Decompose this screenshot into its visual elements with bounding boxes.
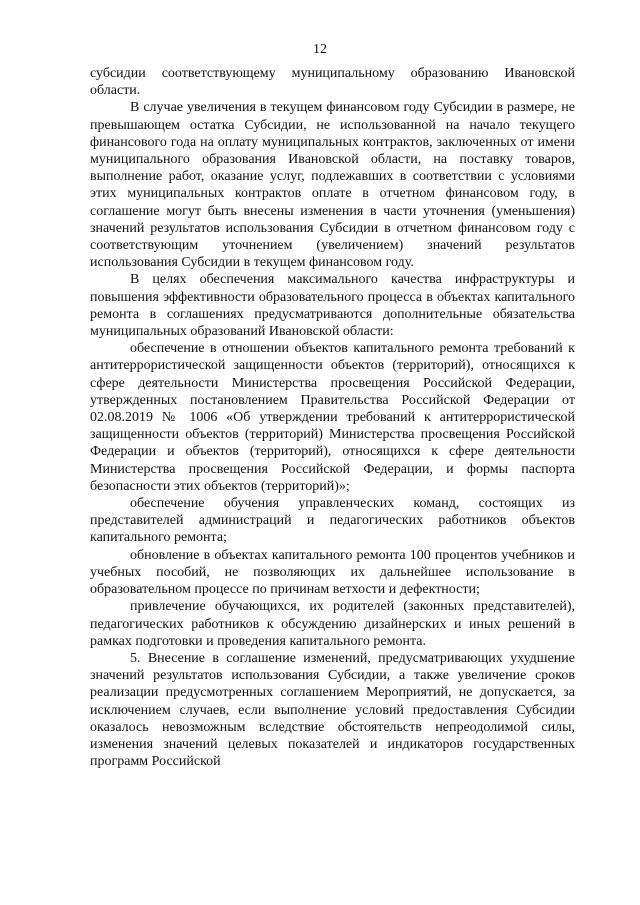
list-item-antiterrorism: обеспечение в отношении объектов капитального ремонта требований к антитеррористической защищенности объектов (территорий), относящихся к сфере деятельности Министерства просвещения Российской Федерации, утвержденных постановлением Правительства Российской Федерации от 02.08.2019 № 1006 «Об утверждении требований к антитеррористической защищенности объектов (территорий) Министерства просвещения Российской Федерации и объектов (территорий), относящихся к сфере деятельности Министерства просвещения Российской Федерации, и формы паспорта безопасности этих объектов (территорий)»;	[90, 341, 575, 494]
paragraph-continuation: субсидии соответствующему муниципальному образованию Ивановской области.	[90, 66, 575, 99]
list-item-training: обеспечение обучения управленческих команд, состоящих из представителей администраций и педагогических работников объектов капитального ремонта;	[90, 496, 575, 546]
page-number: 12	[313, 42, 327, 57]
list-item-textbooks: обновление в объектах капитального ремонта 100 процентов учебников и учебных пособий, не позволяющих их дальнейшее использование в образовательном процессе по причинам ветхости и дефектности;	[90, 547, 575, 598]
paragraph-additional-obligations: В целях обеспечения максимального качества инфраструктуры и повышения эффективности образовательного процесса в объектах капитального ремонта в соглашениях предусматриваются дополнительные обязательства муниципальных образований Ивановской области:	[90, 272, 575, 340]
list-item-engagement: привлечение обучающихся, их родителей (законных представителей), педагогических работников к обсуждению дизайнерских и иных решений в рамках подготовки и проведения капитального ремонта.	[90, 599, 575, 649]
paragraph-subsidy-increase: В случае увеличения в текущем финансовом году Субсидии в размере, не превышающем остатка Субсидии, не использованной на начало текущего финансового года на оплату муниципальных контрактов, заключенных от имени муниципального образования Ивановской области, на поставку товаров, выполнение работ, оказание услуг, подлежавших в соответствии с условиями этих муниципальных контрактов оплате в отчетном финансовом году, в соглашение могут быть внесены изменения в части уточнения (уменьшения) значений результатов использования Субсидии в отчетном финансовом году с соответствующим уточнением (увеличением) значений результатов использования Субсидии в текущем финансовом году.	[90, 100, 575, 271]
paragraph-point-5: 5. Внесение в соглашение изменений, предусматривающих ухудшение значений результатов использования Субсидии, а также увеличение сроков реализации предусмотренных соглашением Мероприятий, не допускается, за исключением случаев, если выполнение условий предоставления Субсидии оказалось невозможным вследствие обстоятельств непреодолимой силы, изменения значений целевых показателей и индикаторов государственных программ Российской	[90, 650, 575, 770]
document-body	[90, 65, 575, 770]
